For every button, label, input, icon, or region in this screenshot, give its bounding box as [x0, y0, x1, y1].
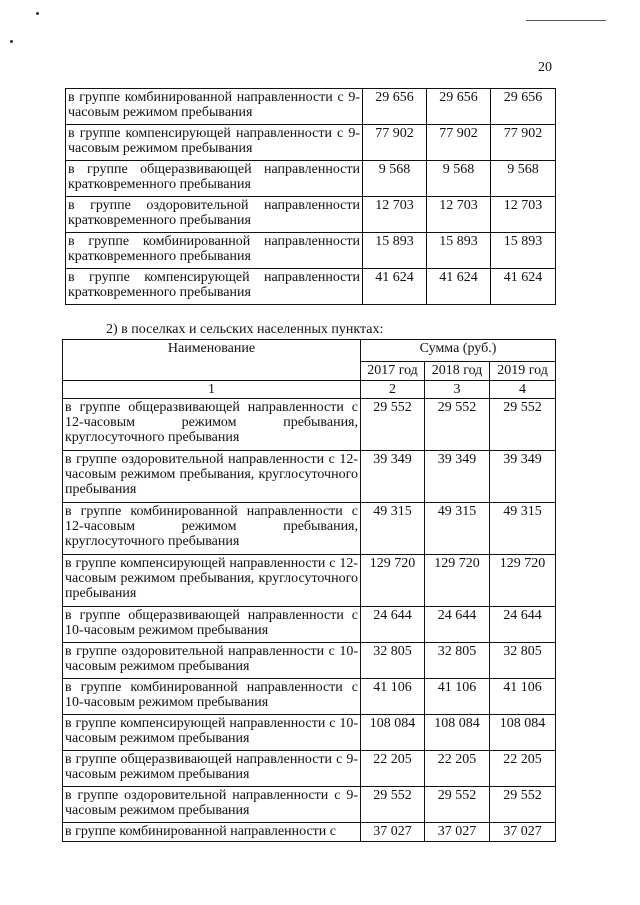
column-number-row: [63, 381, 556, 399]
table-row: [63, 607, 556, 643]
value-2019: 32 805: [490, 643, 556, 679]
column-number-1: 1: [63, 381, 361, 399]
table-row: [63, 823, 556, 842]
value-2019: 29 552: [490, 787, 556, 823]
value-2018: 41 624: [427, 269, 491, 305]
value-2018: 49 315: [425, 503, 490, 555]
value-2017: 49 315: [361, 503, 425, 555]
row-name: в группе комбинированной направленности с 10-часовым режимом пребывания: [63, 679, 361, 715]
row-name: в группе общеразвивающей направленности с 9-часовым режимом пребывания: [63, 751, 361, 787]
value-2019: 9 568: [491, 161, 556, 197]
table-row: [63, 715, 556, 751]
table-row: [63, 399, 556, 451]
table-row: [63, 679, 556, 715]
value-2019: 24 644: [490, 607, 556, 643]
header-name: Наименование: [63, 340, 361, 381]
table-row: [66, 269, 556, 305]
table-row: [63, 451, 556, 503]
row-name: в группе оздоровительной направленности с 12-часовым режимом пребывания, круглосуточного пребывания: [63, 451, 361, 503]
table-row: [66, 125, 556, 161]
table-row: [66, 89, 556, 125]
value-2018: 77 902: [427, 125, 491, 161]
table-row: [66, 197, 556, 233]
table-row: [63, 555, 556, 607]
value-2019: 41 106: [490, 679, 556, 715]
scan-artifact-dot: [36, 12, 39, 15]
row-name: в группе общеразвивающей направленности с 12-часовым режимом пребывания, круглосуточного пребывания: [63, 399, 361, 451]
value-2019: 15 893: [491, 233, 556, 269]
value-2019: 129 720: [490, 555, 556, 607]
table-row: [63, 787, 556, 823]
row-name: в группе компенсирующей направленности кратковременного пребывания: [66, 269, 363, 305]
column-number-2: 2: [361, 381, 425, 399]
value-2017: 15 893: [363, 233, 427, 269]
value-2019: 22 205: [490, 751, 556, 787]
value-2018: 29 656: [427, 89, 491, 125]
value-2018: 15 893: [427, 233, 491, 269]
value-2017: 12 703: [363, 197, 427, 233]
row-name: в группе комбинированной направленности с: [63, 823, 361, 842]
value-2017: 129 720: [361, 555, 425, 607]
header-year-2019: 2019 год: [490, 362, 556, 381]
header-year-2018: 2018 год: [425, 362, 490, 381]
value-2018: 39 349: [425, 451, 490, 503]
value-2017: 41 624: [363, 269, 427, 305]
row-name: в группе компенсирующей направленности с 9-часовым режимом пребывания: [66, 125, 363, 161]
value-2019: 29 552: [490, 399, 556, 451]
value-2018: 32 805: [425, 643, 490, 679]
page-number: 20: [538, 60, 552, 75]
row-name: в группе комбинированной направленности кратковременного пребывания: [66, 233, 363, 269]
row-name: в группе комбинированной направленности с 9-часовым режимом пребывания: [66, 89, 363, 125]
row-name: в группе общеразвивающей направленности с 10-часовым режимом пребывания: [63, 607, 361, 643]
value-2018: 37 027: [425, 823, 490, 842]
value-2017: 29 552: [361, 787, 425, 823]
header-sum: Сумма (руб.): [361, 340, 556, 362]
table-row: [63, 751, 556, 787]
header-year-2017: 2017 год: [361, 362, 425, 381]
tariff-table-continued-body: [66, 89, 556, 305]
value-2018: 12 703: [427, 197, 491, 233]
value-2017: 24 644: [361, 607, 425, 643]
row-name: в группе комбинированной направленности с 12-часовым режимом пребывания, круглосуточного пребывания: [63, 503, 361, 555]
value-2017: 39 349: [361, 451, 425, 503]
row-name: в группе компенсирующей направленности с 10-часовым режимом пребывания: [63, 715, 361, 751]
value-2017: 37 027: [361, 823, 425, 842]
table-row: [66, 233, 556, 269]
scan-artifact-dot: [10, 40, 13, 43]
value-2018: 22 205: [425, 751, 490, 787]
table-row: [63, 643, 556, 679]
value-2018: 9 568: [427, 161, 491, 197]
value-2018: 129 720: [425, 555, 490, 607]
column-number-4: 4: [490, 381, 556, 399]
value-2017: 41 106: [361, 679, 425, 715]
value-2019: 77 902: [491, 125, 556, 161]
value-2018: 29 552: [425, 399, 490, 451]
value-2018: 24 644: [425, 607, 490, 643]
value-2017: 32 805: [361, 643, 425, 679]
value-2019: 108 084: [490, 715, 556, 751]
row-name: в группе оздоровительной направленности кратковременного пребывания: [66, 197, 363, 233]
value-2019: 41 624: [491, 269, 556, 305]
value-2017: 9 568: [363, 161, 427, 197]
value-2019: 37 027: [490, 823, 556, 842]
table-row: [66, 161, 556, 197]
section-heading: 2) в поселках и сельских населенных пунктах:: [106, 322, 384, 337]
value-2019: 39 349: [490, 451, 556, 503]
table-row: [63, 503, 556, 555]
value-2017: 22 205: [361, 751, 425, 787]
table-header-row: [63, 340, 556, 362]
tariff-table-rural: [62, 339, 556, 842]
row-name: в группе общеразвивающей направленности кратковременного пребывания: [66, 161, 363, 197]
value-2019: 12 703: [491, 197, 556, 233]
row-name: в группе оздоровительной направленности с 10-часовым режимом пребывания: [63, 643, 361, 679]
value-2017: 108 084: [361, 715, 425, 751]
row-name: в группе компенсирующей направленности с 12-часовым режимом пребывания, круглосуточного пребывания: [63, 555, 361, 607]
value-2017: 29 552: [361, 399, 425, 451]
row-name: в группе оздоровительной направленности с 9-часовым режимом пребывания: [63, 787, 361, 823]
tariff-table-continued: [65, 88, 556, 305]
tariff-table-rural-body: [63, 399, 556, 842]
value-2019: 49 315: [490, 503, 556, 555]
value-2018: 108 084: [425, 715, 490, 751]
value-2019: 29 656: [491, 89, 556, 125]
value-2018: 41 106: [425, 679, 490, 715]
value-2018: 29 552: [425, 787, 490, 823]
column-number-3: 3: [425, 381, 490, 399]
value-2017: 77 902: [363, 125, 427, 161]
value-2017: 29 656: [363, 89, 427, 125]
scan-artifact-line: [526, 20, 606, 21]
